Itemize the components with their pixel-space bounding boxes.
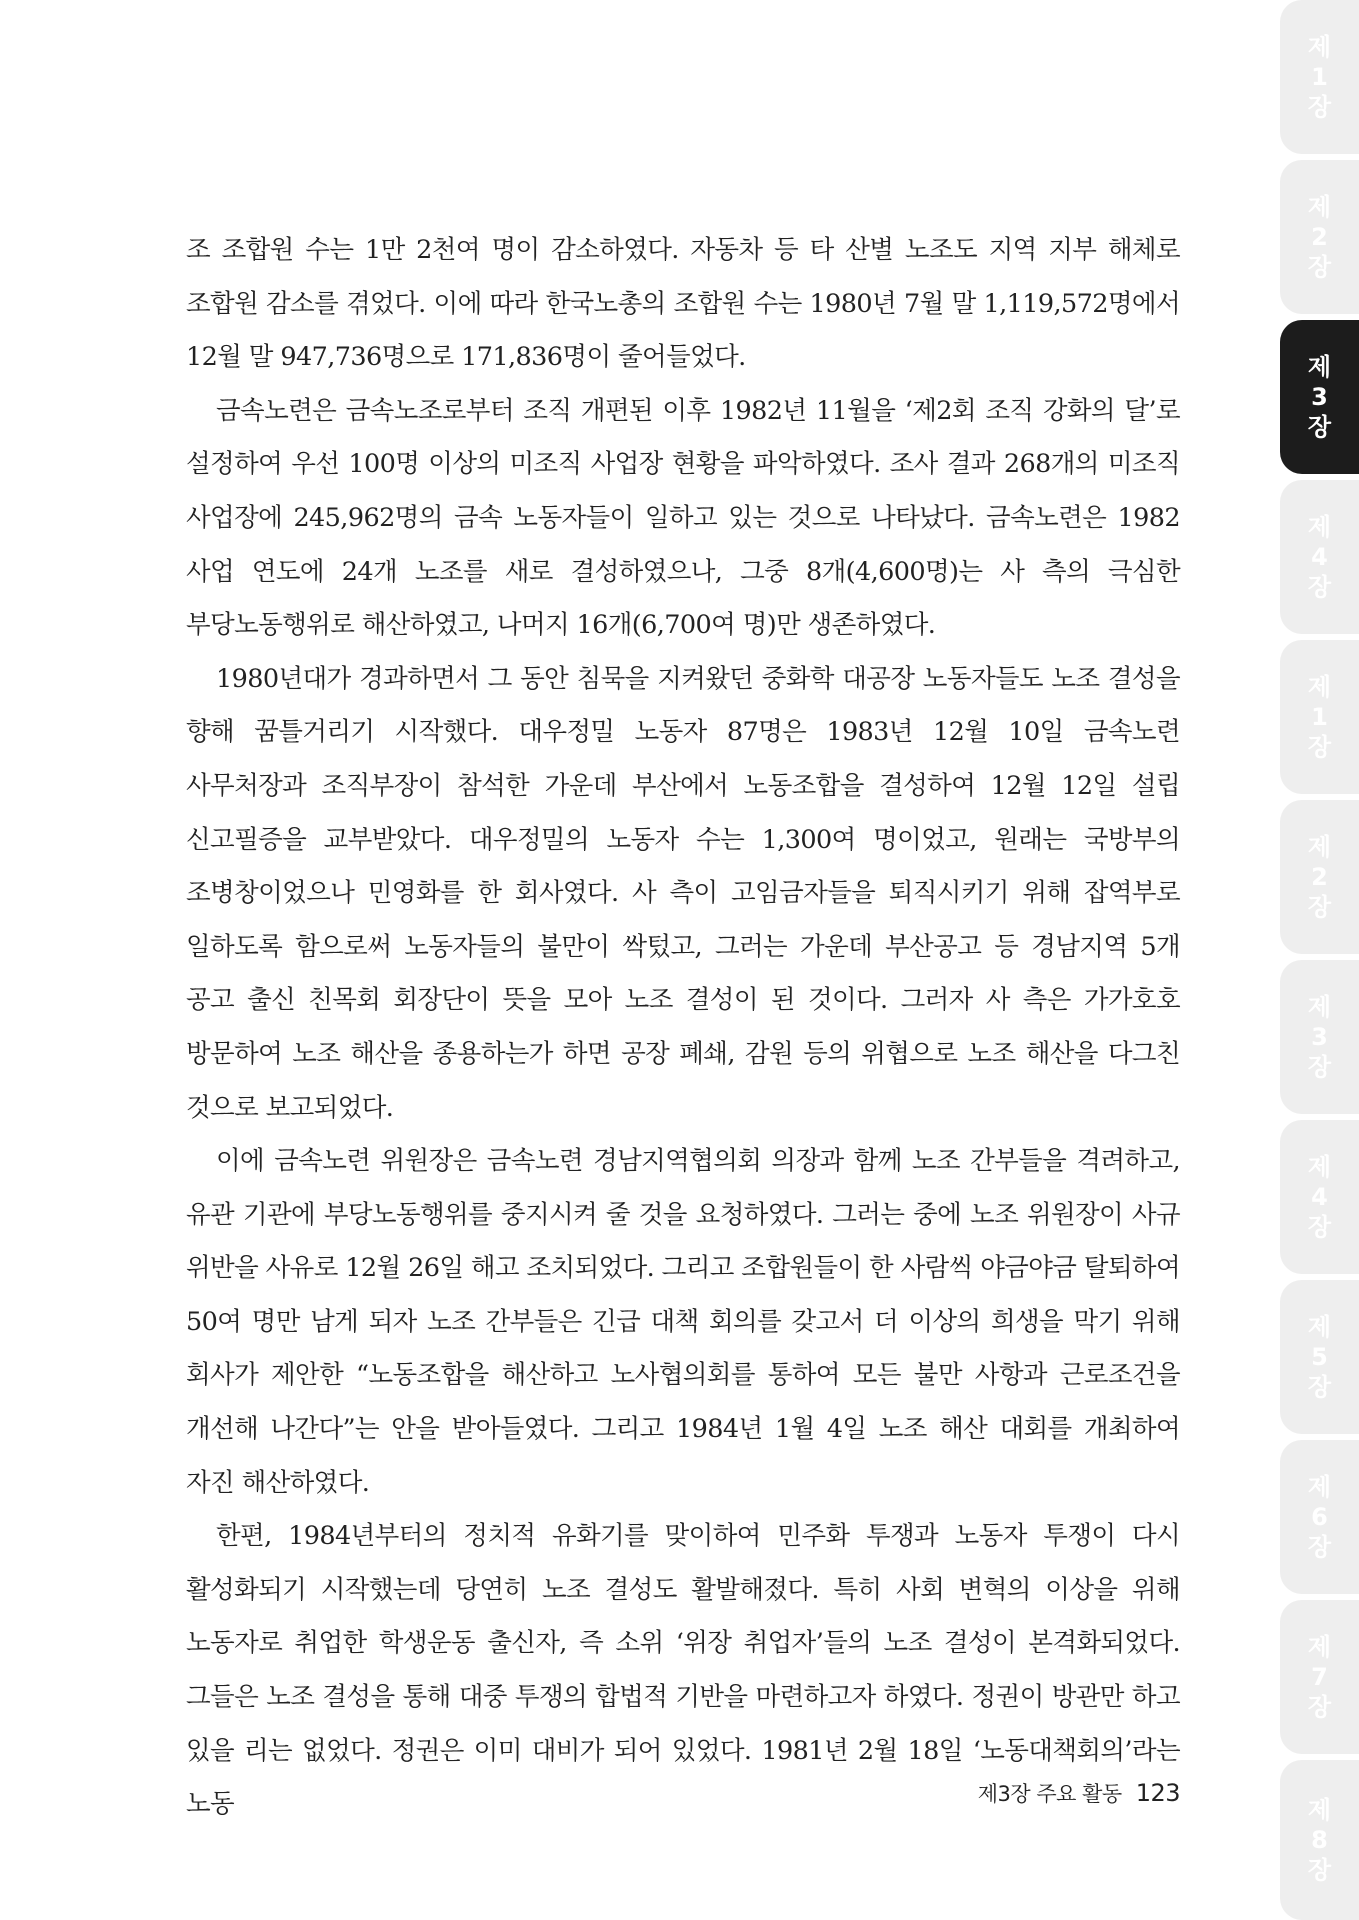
chapter-tab-3-active[interactable] xyxy=(1280,320,1359,474)
paragraph: 한편, 1984년부터의 정치적 유화기를 맞이하여 민주화 투쟁과 노동자 투쟁이 다시 활성화되기 시작했는데 당연히 노조 결성도 활발해졌다. 특히 사회 변혁의 이상을 위해 노동자로 취업한 학생운동 출신자, 즉 소위 ‘위장 취업자’들의 노조 결성이 본격화되었다. 그들은 노조 결성을 통해 대중 투쟁의 합법적 기반을 마련하고자 하였다. 정권이 방관만 하고 있을 리는 없었다. 정권은 이미 대비가 되어 있었다. 1981년 2월 18일 ‘노동대책회의’라는 노동 xyxy=(186,1521,1180,1820)
chapter-tab-2b[interactable] xyxy=(1280,800,1359,954)
chapter-tab-3b[interactable] xyxy=(1280,960,1359,1114)
tab-number: 1 xyxy=(1311,63,1328,91)
tab-number: 4 xyxy=(1311,1183,1328,1211)
paragraph: 이에 금속노련 위원장은 금속노련 경남지역협의회 의장과 함께 노조 간부들을 격려하고, 유관 기관에 부당노동행위를 중지시켜 줄 것을 요청하였다. 그러는 중에 노조 위원장이 사규 위반을 사유로 12월 26일 해고 조치되었다. 그리고 조합원들이 한 사람씩 야금야금 탈퇴하여 50여 명만 남게 되자 노조 간부들은 긴급 대책 회의를 갖고서 더 이상의 희생을 막기 위해 회사가 제안한 “노동조합을 해산하고 노사협의회를 통하여 모든 불만 사항과 근로조건을 개선해 나간다”는 안을 받아들였다. 그리고 1984년 1월 4일 노조 해산 대회를 개최하여 자진 해산하였다. xyxy=(186,1146,1180,1498)
tab-number: 2 xyxy=(1311,863,1328,891)
chapter-tabs xyxy=(1280,0,1359,1920)
tab-suffix: 장 xyxy=(1307,1053,1332,1081)
tab-prefix: 제 xyxy=(1307,673,1332,701)
tab-prefix: 제 xyxy=(1307,833,1332,861)
tab-number: 3 xyxy=(1311,383,1328,411)
tab-prefix: 제 xyxy=(1307,1153,1332,1181)
chapter-tab-5[interactable] xyxy=(1280,1280,1359,1434)
tab-suffix: 장 xyxy=(1307,733,1332,761)
tab-number: 2 xyxy=(1311,223,1328,251)
chapter-tab-1b[interactable] xyxy=(1280,640,1359,794)
tab-suffix: 장 xyxy=(1307,1213,1332,1241)
chapter-tab-1[interactable] xyxy=(1280,0,1359,154)
tab-number: 3 xyxy=(1311,1023,1328,1051)
tab-prefix: 제 xyxy=(1307,33,1332,61)
tab-suffix: 장 xyxy=(1307,1856,1332,1884)
tab-prefix: 제 xyxy=(1307,1633,1332,1661)
tab-number: 4 xyxy=(1311,543,1328,571)
paragraph: 1980년대가 경과하면서 그 동안 침묵을 지켜왔던 중화학 대공장 노동자들도 노조 결성을 향해 꿈틀거리기 시작했다. 대우정밀 노동자 87명은 1983년 12월 10일 금속노련 사무처장과 조직부장이 참석한 가운데 부산에서 노동조합을 결성하여 12월 12일 설립 신고필증을 교부받았다. 대우정밀의 노동자 수는 1,300여 명이었고, 원래는 국방부의 조병창이었으나 민영화를 한 회사였다. 사 측이 고임금자들을 퇴직시키기 위해 잡역부로 일하도록 함으로써 노동자들의 불만이 싹텄고, 그러는 가운데 부산공고 등 경남지역 5개 공고 출신 친목회 회장단이 뜻을 모아 노조 결성이 된 것이다. 그러자 사 측은 가가호호 방문하여 노조 해산을 종용하는가 하면 공장 폐쇄, 감원 등의 위협으로 노조 해산을 다그친 것으로 보고되었다. xyxy=(186,663,1180,1123)
tab-number: 7 xyxy=(1311,1663,1328,1691)
tab-number: 8 xyxy=(1311,1826,1328,1854)
chapter-tab-4b[interactable] xyxy=(1280,1120,1359,1274)
tab-number: 5 xyxy=(1311,1343,1328,1371)
running-footer-chapter: 제3장 주요 활동 xyxy=(977,1782,1122,1806)
body-text xyxy=(186,224,1180,1832)
chapter-tab-2[interactable] xyxy=(1280,160,1359,314)
page-number: 123 xyxy=(1135,1779,1180,1807)
tab-prefix: 제 xyxy=(1307,513,1332,541)
tab-prefix: 제 xyxy=(1307,1313,1332,1341)
tab-prefix: 제 xyxy=(1307,1473,1332,1501)
chapter-tab-8[interactable] xyxy=(1280,1760,1359,1920)
tab-number: 1 xyxy=(1311,703,1328,731)
tab-suffix: 장 xyxy=(1307,573,1332,601)
tab-prefix: 제 xyxy=(1307,993,1332,1021)
tab-suffix: 장 xyxy=(1307,253,1332,281)
tab-suffix: 장 xyxy=(1307,1373,1332,1401)
page-footer xyxy=(940,1778,1180,1808)
tab-suffix: 장 xyxy=(1307,413,1332,441)
chapter-tab-4[interactable] xyxy=(1280,480,1359,634)
tab-suffix: 장 xyxy=(1307,893,1332,921)
tab-number: 6 xyxy=(1311,1503,1328,1531)
tab-prefix: 제 xyxy=(1307,353,1332,381)
tab-suffix: 장 xyxy=(1307,1533,1332,1561)
tab-suffix: 장 xyxy=(1307,93,1332,121)
tab-prefix: 제 xyxy=(1307,193,1332,221)
paragraph: 금속노련은 금속노조로부터 조직 개편된 이후 1982년 11월을 ‘제2회 조직 강화의 달’로 설정하여 우선 100명 이상의 미조직 사업장 현황을 파악하였다. 조사 결과 268개의 미조직 사업장에 245,962명의 금속 노동자들이 일하고 있는 것으로 나타났다. 금속노련은 1982 사업 연도에 24개 노조를 새로 결성하였으나, 그중 8개(4,600명)는 사 측의 극심한 부당노동행위로 해산하였고, 나머지 16개(6,700여 명)만 생존하였다. xyxy=(186,395,1180,641)
chapter-tab-6[interactable] xyxy=(1280,1440,1359,1594)
chapter-tab-7[interactable] xyxy=(1280,1600,1359,1754)
tab-suffix: 장 xyxy=(1307,1693,1332,1721)
tab-prefix: 제 xyxy=(1307,1796,1332,1824)
paragraph: 조 조합원 수는 1만 2천여 명이 감소하였다. 자동차 등 타 산별 노조도 지역 지부 해체로 조합원 감소를 겪었다. 이에 따라 한국노총의 조합원 수는 1980년 7월 말 1,119,572명에서 12월 말 947,736명으로 171,836명이 줄어들었다. xyxy=(186,235,1180,373)
